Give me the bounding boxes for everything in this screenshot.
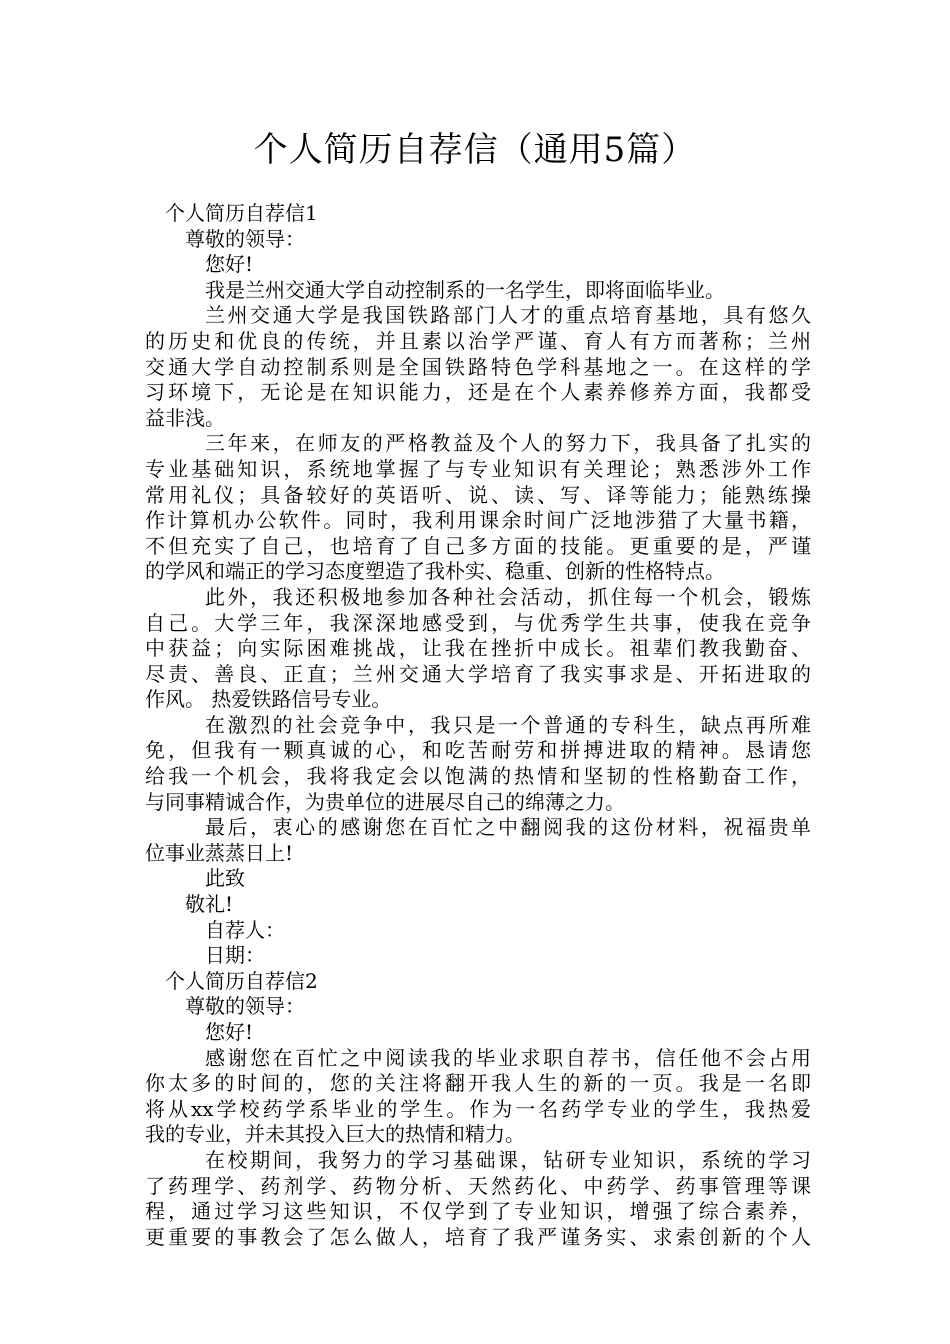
text-line: 尊敬的领导： [185,994,305,1019]
text-line: 您好! [205,252,254,277]
text-line: 个人简历自荐信1 [165,201,318,225]
text-line: 我的专业，并未其投入巨大的热情和精力。 [145,1122,525,1147]
document-body [145,201,811,1250]
text-line: 兰州交通大学是我国铁路部门人才的重点培育基地，具有悠久 [205,303,811,328]
text-line: 不但充实了自己，也培育了自己多方面的技能。更重要的是，严谨 [145,533,811,558]
text-line: 位事业蒸蒸日上! [145,840,294,865]
text-line: 三年来，在师友的严格教益及个人的努力下，我具备了扎实的 [205,431,811,456]
text-line: 程，通过学习这些知识，不仅学到了专业知识，增强了综合素养， [145,1199,811,1224]
text-line: 作风。 热爱铁路信号专业。 [145,687,392,712]
text-line: 在激烈的社会竞争中，我只是一个普通的专科生，缺点再所难 [205,712,811,737]
text-line: 感谢您在百忙之中阅读我的毕业求职自荐书，信任他不会占用 [205,1045,811,1070]
text-line: 交通大学自动控制系则是全国铁路特色学科基地之一。在这样的学 [145,354,811,379]
text-line: 此致 [205,866,245,891]
text-line: 最后，衷心的感谢您在百忙之中翻阅我的这份材料，祝福贵单 [205,815,811,840]
text-line: 免，但我有一颗真诚的心，和吃苦耐劳和拼搏进取的精神。恳请您 [145,738,811,763]
text-line: 更重要的事教会了怎么做人，培育了我严谨务实、求索创新的个人 [145,1224,811,1249]
text-line: 中获益；向实际困难挑战，让我在挫折中成长。祖辈们教我勤奋、 [145,636,811,661]
text-line: 日期： [205,943,265,968]
text-line: 作计算机办公软件。同时，我利用课余时间广泛地涉猎了大量书籍， [145,508,811,533]
text-line: 您好! [205,1020,254,1044]
text-line: 自己。大学三年，我深深地感受到，与优秀学生共事，使我在竞争 [145,610,811,635]
text-line: 专业基础知识，系统地掌握了与专业知识有关理论；熟悉涉外工作 [145,456,811,481]
text-line: 你太多的时间的，您的关注将翻开我人生的新的一页。我是一名即 [145,1071,811,1096]
text-line: 将从xx学校药学系毕业的学生。作为一名药学专业的学生，我热爱 [145,1096,811,1121]
text-line: 的学风和端正的学习态度塑造了我朴实、稳重、创新的性格特点。 [145,559,725,584]
text-line: 了药理学、药剂学、药物分析、天然药化、中药学、药事管理等课 [145,1173,811,1198]
text-line: 我是兰州交通大学自动控制系的一名学生，即将面临毕业。 [205,277,725,302]
text-line: 与同事精诚合作，为贵单位的进展尽自己的绵薄之力。 [145,789,625,814]
text-line: 的历史和优良的传统，并且素以治学严谨、育人有方而著称；兰州 [145,328,811,353]
text-line: 益非浅。 [145,405,225,430]
text-line: 自荐人： [205,917,285,942]
document-title: 个人简历自荐信（通用5篇） [253,130,697,170]
text-line: 在校期间，我努力的学习基础课，钻研专业知识，系统的学习 [205,1147,811,1172]
text-line: 个人简历自荐信2 [165,968,318,993]
text-line: 习环境下，无论是在知识能力，还是在个人素养修养方面，我都受 [145,380,811,405]
text-line: 敬礼! [185,892,234,917]
text-line: 此外，我还积极地参加各种社会活动，抓住每一个机会，锻炼 [205,584,811,609]
text-line: 常用礼仪；具备较好的英语听、说、读、写、译等能力；能熟练操 [145,482,811,507]
text-line: 尽责、善良、正直；兰州交通大学培育了我实事求是、开拓进取的 [145,661,811,686]
text-line: 尊敬的领导： [185,226,305,251]
text-line: 给我一个机会，我将我定会以饱满的热情和坚韧的性格勤奋工作， [145,764,811,789]
